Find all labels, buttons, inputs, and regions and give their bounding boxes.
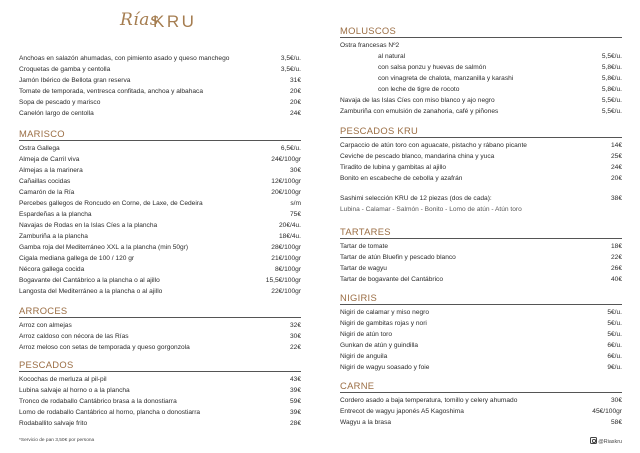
menu-item [19,209,301,220]
item-price: 58€ [610,419,622,426]
menu-item [19,75,301,86]
item-name: Percebes gallegos de Roncudo en Corne, de Laxe, de Cedeira [19,200,203,207]
menu-item [340,274,622,285]
menu-item [19,264,301,275]
menu-item [19,407,301,418]
menu-item [19,231,301,242]
brand-logo [120,10,210,34]
menu-item [340,73,622,84]
item-price: 22€ [610,254,622,261]
menu-item [19,331,301,342]
menu-item [340,106,622,117]
instagram-handle: @Riaskru [590,437,622,445]
item-price: 25€ [610,153,622,160]
section-tartares [340,225,622,285]
item-price: 5€/u. [607,309,622,316]
section-marisco [19,127,301,297]
menu-item [19,320,301,331]
item-price: 59€ [289,398,301,405]
item-name: Ceviche de pescado blanco, mandarina china y yuca [340,153,495,160]
item-name: Bonito en escabeche de cebolla y azafrán [340,175,463,182]
item-price: 5€/u. [607,331,622,338]
menu-item [19,275,301,286]
menu-item [19,165,301,176]
menu-item [19,108,301,119]
section-arroces [19,304,301,353]
item-price: 6,5€/u. [280,145,301,152]
menu-item [340,417,622,428]
item-price: 32€ [289,322,301,329]
menu-item [340,362,622,373]
item-price: 24€/100gr [271,156,301,163]
menu-item-sashimi [340,193,622,204]
item-name: Langosta del Mediterráneo a la plancha o al ajillo [19,288,163,295]
item-name: Lomo de rodaballo Cantábrico al horno, plancha o donostiarra [19,409,201,416]
menu-item [19,53,301,64]
item-name: Wagyu a la brasa [340,419,392,426]
item-name: Lubina salvaje al horno o a la plancha [19,387,130,394]
menu-item [19,187,301,198]
item-price: 22€/100gr [271,288,301,295]
menu-item [19,64,301,75]
item-name: Kocochas de merluza al pil-pil [19,376,107,383]
menu-item [19,220,301,231]
menu-item [340,51,622,62]
item-name: Ostra Gallega [19,145,60,152]
item-name: Croquetas de gamba y centolla [19,66,111,73]
item-name: con leche de tigre de rocoto [378,86,460,93]
item-price: 14€ [610,142,622,149]
menu-item [19,286,301,297]
menu-item [19,242,301,253]
section-moluscos [340,24,622,117]
item-name: Espardeñas a la plancha [19,211,92,218]
item-price: 24€ [610,164,622,171]
item-name: Almeja de Carril viva [19,156,80,163]
menu-item [19,86,301,97]
menu-item [19,418,301,429]
item-price: 5,5€/u. [601,108,622,115]
menu-item [340,395,622,406]
item-name: Almejas a la marinera [19,167,83,174]
item-name: con vinagreta de chalota, manzanilla y karashi [378,75,514,82]
item-price: 38€ [610,195,622,202]
item-name: Cordero asado a baja temperatura, tomillo y celery ahumado [340,397,518,404]
section-entrantes [19,53,301,119]
item-price: 3,5€/u. [280,55,301,62]
menu-item [340,241,622,252]
menu-item [340,252,622,263]
section-nigiris [340,291,622,373]
menu-item [19,154,301,165]
section-carne [340,379,622,428]
item-name: Carpaccio de atún toro con aguacate, pistacho y rábano picante [340,142,527,149]
item-price: 20€ [289,88,301,95]
item-price: 15,5€/100gr [265,277,301,284]
menu-item [340,263,622,274]
menu-item [19,253,301,264]
item-name: Nigiri de atún toro [340,331,393,338]
item-name: Tronco de rodaballo Cantábrico brasa a la donostiarra [19,398,177,405]
item-name: Camarón de la Ría [19,189,75,196]
menu-item [19,97,301,108]
menu-item [340,351,622,362]
item-price: 40€ [610,276,622,283]
menu-item [340,173,622,184]
menu-item [19,176,301,187]
item-name: Nécora gallega cocida [19,266,85,273]
item-price: 8€/100gr [274,266,301,273]
item-price: 18€/4u. [279,233,301,240]
item-price: 75€ [289,211,301,218]
item-price: 18€ [610,243,622,250]
menu-item [340,84,622,95]
item-price: s/m [290,200,301,207]
item-price: 24€ [289,110,301,117]
item-price: 5,5€/u. [601,97,622,104]
item-price: 28€ [289,420,301,427]
item-name: Arroz con almejas [19,322,72,329]
item-price: 21€/100gr [271,255,301,262]
item-name: Tartar de atún Bluefin y pescado blanco [340,254,456,261]
menu-item [340,151,622,162]
item-name: Sashimi selección KRU de 12 piezas (dos de cada): [340,195,492,202]
menu-page-right [320,0,640,453]
menu-item [340,95,622,106]
item-price: 20€/100gr [271,189,301,196]
instagram-icon [590,437,597,444]
section-title: NIGIRIS [340,291,622,305]
item-name: Bogavante del Cantábrico a la plancha o al ajillo [19,277,160,284]
item-price: 5€/u. [607,320,622,327]
item-price: 5,8€/u. [601,86,622,93]
menu-item [340,162,622,173]
menu-item [19,385,301,396]
section-title: MARISCO [19,127,301,141]
item-price: 6€/u. [607,342,622,349]
item-name: Tiradito de lubina y gambitas al ajillo [340,164,447,171]
item-name: al natural [378,53,406,60]
item-name: Nigiri de anguila [340,353,388,360]
item-price: 6€/u. [607,353,622,360]
item-price: 30€ [289,333,301,340]
brand-logo-script: Rías [120,10,160,30]
item-price: 20€/4u. [279,222,301,229]
item-price: 30€ [610,397,622,404]
section-title: PESCADOS [19,358,301,372]
item-price: 26€ [610,265,622,272]
item-name: Navaja de las Islas Cíes con miso blanco y ajo negro [340,97,495,104]
item-price: 39€ [289,387,301,394]
sashimi-selection: Lubina - Calamar - Salmón - Bonito - Lomo de atún - Atún toro [340,206,522,213]
menu-item [19,198,301,209]
section-title: TARTARES [340,225,622,239]
section-pescados [19,358,301,429]
menu-item [340,307,622,318]
menu-item [340,40,622,51]
item-name: Canelón largo de centolla [19,110,94,117]
item-name: Zamburiña a la plancha [19,233,88,240]
menu-item [340,340,622,351]
section-title: CARNE [340,379,622,393]
item-price: 5,5€/u. [601,53,622,60]
item-price: 39€ [289,409,301,416]
brand-logo-caps: KRU [153,12,197,31]
menu-item [19,396,301,407]
item-price: 30€ [289,167,301,174]
item-name: Tomate de temporada, ventresca confitada, anchoa y albahaca [19,88,204,95]
menu-item [19,374,301,385]
item-name: Tartar de tomate [340,243,389,250]
item-name: Navajas de Rodas en la Islas Cíes a la plancha [19,222,158,229]
item-price: 5,8€/u. [601,75,622,82]
item-name: con salsa ponzu y huevas de salmón [378,64,487,71]
item-name: Nigiri de gambitas rojas y nori [340,320,427,327]
menu-item [340,406,622,417]
item-price: 12€/100gr [271,178,301,185]
item-price: 43€ [289,376,301,383]
item-price: 20€ [610,175,622,182]
item-name: Jamón Ibérico de Bellota gran reserva [19,77,131,84]
section-title: ARROCES [19,304,301,318]
item-price: 31€ [289,77,301,84]
item-name: Anchoas en salazón ahumadas, con pimiento asado y queso manchego [19,55,230,62]
item-name: Gamba roja del Mediterráneo XXL a la plancha (min 50gr) [19,244,189,251]
item-name: Tartar de wagyu [340,265,387,272]
item-name: Rodaballito salvaje frito [19,420,88,427]
section-title: PESCADOS KRU [340,124,622,138]
item-price: 22€ [289,344,301,351]
item-name: Arroz caldoso con nécora de las Rías [19,333,129,340]
item-price: 9€/u. [607,364,622,371]
item-name: Nigiri de wagyu soasado y foie [340,364,430,371]
item-name: Nigiri de calamar y miso negro [340,309,430,316]
item-name: Gunkan de atún y guindilla [340,342,419,349]
item-price: 5,8€/u. [601,64,622,71]
item-price: 20€ [289,99,301,106]
item-name: Ostra francesas Nº2 [340,42,400,49]
menu-item [19,342,301,353]
item-name: Arroz meloso con setas de temporada y queso gorgonzola [19,344,190,351]
menu-item [340,62,622,73]
item-price: 45€/100gr [592,408,622,415]
item-name: Cañaillas cocidas [19,178,71,185]
menu-item [340,329,622,340]
section-title: MOLUSCOS [340,24,622,38]
item-price: 3,5€/u. [280,66,301,73]
menu-item [340,318,622,329]
bread-service-footnote: *Servicio de pan 3,50€ por persona [19,438,95,443]
item-price: 28€/100gr [271,244,301,251]
item-name: Sopa de pescado y marisco [19,99,101,106]
menu-item [340,140,622,151]
item-name: Cigala mediana gallega de 100 / 120 gr [19,255,135,262]
item-name: Zamburiña con emulsión de zanahoria, café y piñones [340,108,499,115]
item-name: Entrecot de wagyu japonés A5 Kagoshima [340,408,464,415]
section-pescados-kru [340,124,622,215]
item-name: Tartar de bogavante del Cantábrico [340,276,444,283]
menu-item [19,143,301,154]
